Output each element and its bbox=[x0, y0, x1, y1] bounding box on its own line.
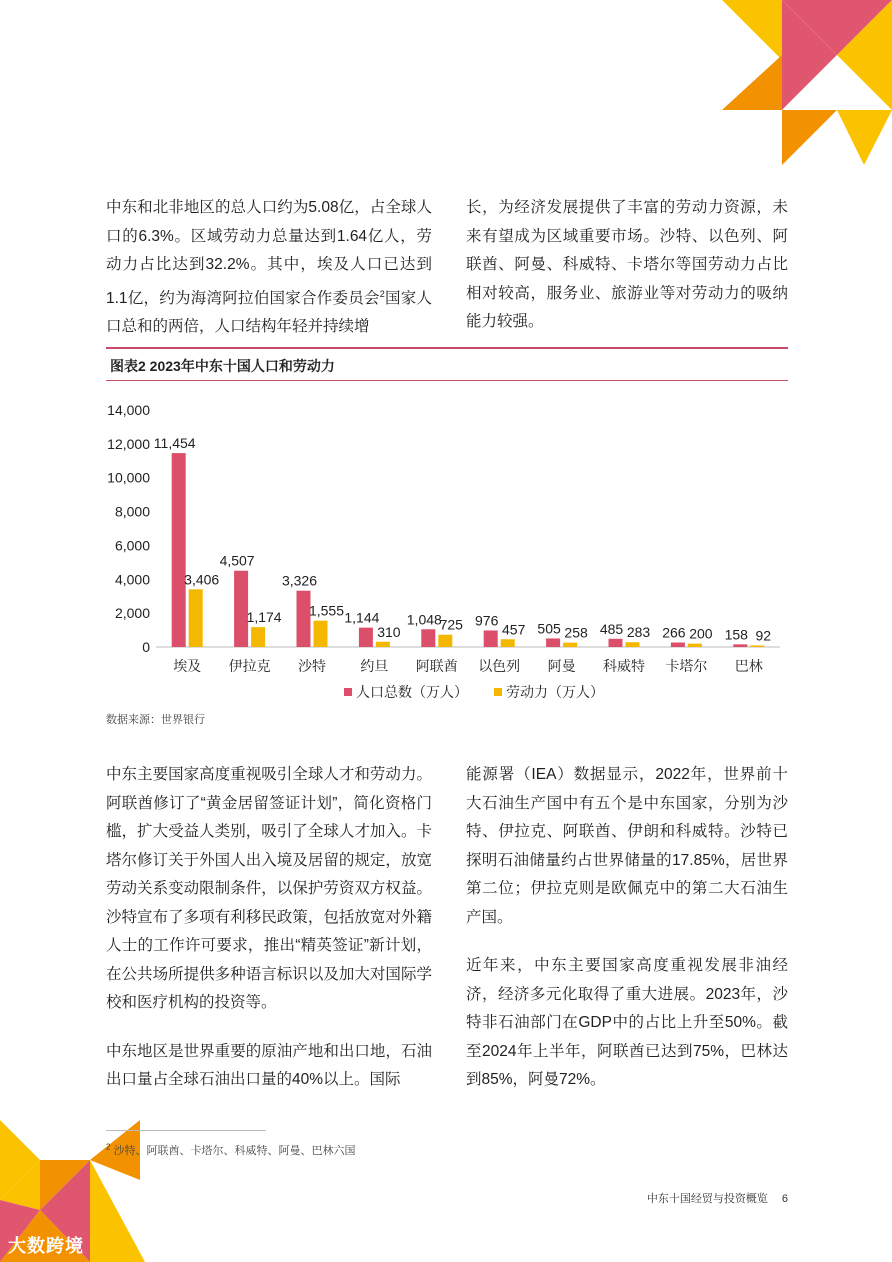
footnote-rule bbox=[106, 1130, 266, 1131]
y-tick-label: 0 bbox=[142, 639, 150, 655]
top-left-paragraph: 中东和北非地区的总人口约为5.08亿，占全球人口的6.3%。区域劳动力总量达到1.64亿人，劳动力占比达到32.2%。其中，埃及人口已达到1.1亿，约为海湾阿拉伯国家合作委员会 bbox=[106, 199, 432, 307]
data-source: 数据来源：世界银行 bbox=[106, 714, 205, 726]
data-label: 310 bbox=[377, 623, 401, 640]
bar-population bbox=[609, 639, 623, 647]
data-label: 1,555 bbox=[308, 602, 345, 619]
footnote-text: 沙特、阿联酋、卡塔尔、科威特、阿曼、巴林六国 bbox=[113, 1145, 356, 1157]
x-tick-label: 巴林 bbox=[734, 658, 763, 674]
legend-label: 人口总数（万人） bbox=[356, 684, 468, 700]
y-tick-label: 2,000 bbox=[114, 605, 150, 622]
footnote bbox=[106, 1142, 356, 1158]
figure-title: 图表2 2023年中东十国人口和劳动力 bbox=[106, 347, 788, 381]
legend-swatch bbox=[494, 688, 502, 696]
bottom-left-paragraph-1: 中东主要国家高度重视吸引全球人才和劳动力。阿联酋修订了“黄金居留签证计划”，简化资格门槛，扩大受益人类别，吸引了全球人才加入。卡塔尔修订关于外国人出入境及居留的规定，放宽劳动关系变动限制条件，以保护劳资双方权益。沙特宣布了多项有利移民政策，包括放宽对外籍人士的工作许可要求，推出“精英签证”新计划，在公共场所提供多种语言标识以及加大对国际学校和医疗机构的投资等。 bbox=[106, 766, 432, 1011]
data-label: 976 bbox=[475, 612, 499, 629]
y-tick-label: 4,000 bbox=[114, 571, 150, 588]
bar-population bbox=[359, 628, 373, 647]
y-tick-label: 14,000 bbox=[107, 402, 150, 418]
top-right-column bbox=[466, 194, 788, 357]
bar-labor bbox=[189, 589, 203, 647]
bar-labor bbox=[314, 621, 328, 647]
x-tick-label: 科威特 bbox=[603, 658, 645, 674]
data-label: 1,048 bbox=[406, 611, 442, 628]
bar-labor bbox=[563, 643, 577, 647]
page-number: 6 bbox=[781, 1193, 788, 1205]
data-label: 266 bbox=[662, 624, 686, 641]
bottom-left-column bbox=[106, 761, 432, 1115]
bar-population bbox=[546, 638, 560, 647]
data-label: 457 bbox=[502, 621, 526, 638]
data-label: 3,326 bbox=[281, 572, 318, 589]
bottom-right-column bbox=[466, 761, 788, 1115]
data-label: 283 bbox=[626, 624, 651, 641]
bar-labor bbox=[251, 627, 265, 647]
page-footer bbox=[560, 1190, 788, 1206]
population-labor-bar-chart bbox=[90, 395, 790, 710]
bar-labor bbox=[750, 645, 764, 647]
data-label: 1,174 bbox=[246, 609, 282, 626]
data-label: 3,406 bbox=[184, 571, 220, 588]
data-label: 258 bbox=[564, 624, 588, 641]
bar-population bbox=[733, 644, 747, 647]
data-label: 505 bbox=[537, 620, 561, 637]
legend-swatch bbox=[344, 688, 352, 696]
watermark: 大数跨境 bbox=[8, 1236, 84, 1256]
bar-labor bbox=[688, 644, 702, 647]
data-label: 4,507 bbox=[219, 552, 255, 569]
footnote-number: 2 bbox=[106, 1142, 111, 1152]
x-tick-label: 阿曼 bbox=[547, 658, 576, 674]
x-tick-label: 沙特 bbox=[298, 658, 326, 674]
bar-labor bbox=[376, 642, 390, 647]
y-tick-label: 8,000 bbox=[114, 503, 150, 520]
bottom-right-paragraph-1: 能源署（IEA）数据显示，2022年，世界前十大石油生产国中有五个是中东国家，分别为沙特、伊拉克、阿联酋、伊朗和科威特。沙特已探明石油储量约占世界储量的17.85%，居世界第二位；伊拉克则是欧佩克中的第二大石油生产国。 bbox=[466, 766, 788, 926]
bar-labor bbox=[501, 639, 515, 647]
legend-label: 劳动力（万人） bbox=[506, 684, 604, 700]
top-right-paragraph: 长，为经济发展提供了丰富的劳动力资源，未来有望成为区域重要市场。沙特、以色列、阿联酋、阿曼、科威特、卡塔尔等国劳动力占比相对较高，服务业、旅游业等对劳动力的吸纳能力较强。 bbox=[466, 199, 788, 330]
x-tick-label: 约旦 bbox=[360, 658, 389, 674]
data-label: 200 bbox=[689, 625, 713, 642]
x-tick-label: 伊拉克 bbox=[228, 658, 271, 674]
bar-labor bbox=[438, 635, 452, 647]
top-right-decoration bbox=[722, 0, 892, 170]
y-tick-label: 12,000 bbox=[107, 435, 150, 452]
y-tick-label: 6,000 bbox=[114, 537, 150, 554]
y-tick-label: 10,000 bbox=[107, 469, 150, 486]
data-label: 158 bbox=[724, 626, 748, 643]
x-tick-label: 埃及 bbox=[173, 658, 202, 674]
x-tick-label: 以色列 bbox=[478, 658, 521, 674]
data-label: 92 bbox=[755, 627, 772, 644]
bottom-right-paragraph-2: 近年来，中东主要国家高度重视发展非油经济，经济多元化取得了重大进展。2023年，沙特非石油部门在GDP中的占比上升至50%。截至2024年上半年，阿联酋已达到75%，巴林达到85%，阿曼72%。 bbox=[466, 957, 788, 1088]
bar-population bbox=[671, 642, 685, 647]
bar-population bbox=[172, 453, 186, 647]
bottom-left-paragraph-2: 中东地区是世界重要的原油产地和出口地，石油出口量占全球石油出口量的40%以上。国际 bbox=[106, 1042, 432, 1088]
footer-title: 中东十国经贸与投资概览 bbox=[646, 1193, 768, 1205]
top-left-paragraph-end: 国家人口总和的两倍，人口结构年轻并持续增 bbox=[106, 289, 432, 336]
data-label: 725 bbox=[439, 616, 463, 633]
bar-labor bbox=[626, 642, 640, 647]
data-label: 1,144 bbox=[344, 609, 380, 626]
footnote-ref: 2 bbox=[379, 288, 385, 299]
top-left-column bbox=[106, 194, 432, 362]
bar-population bbox=[484, 630, 498, 647]
data-label: 11,454 bbox=[153, 435, 196, 452]
x-tick-label: 阿联酋 bbox=[415, 658, 458, 674]
bar-population bbox=[421, 629, 435, 647]
x-tick-label: 卡塔尔 bbox=[665, 658, 708, 674]
bar-population bbox=[297, 591, 311, 647]
data-label: 485 bbox=[599, 620, 624, 637]
